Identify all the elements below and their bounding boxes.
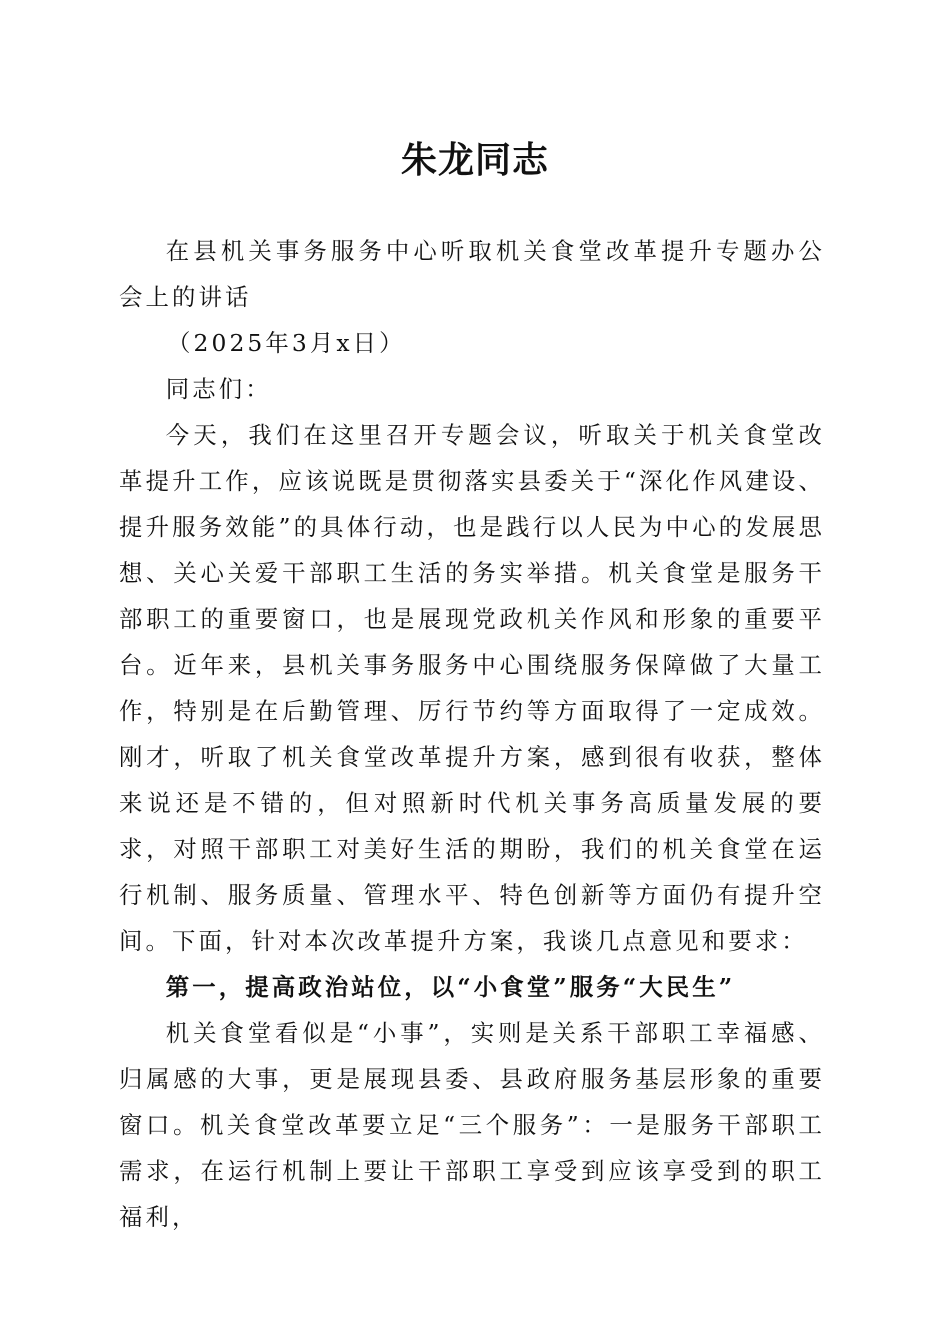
intro-paragraph: 今天，我们在这里召开专题会议，听取关于机关食堂改革提升工作，应该说既是贯彻落实县委关于“深化作风建设、提升服务效能”的具体行动，也是践行以人民为中心的发展思想、关心关爱干部职工生活的务实举措。机关食堂是服务干部职工的重要窗口，也是展现党政机关作风和形象的重要平台。近年来，县机关事务服务中心围绕服务保障做了大量工作，特别是在后勤管理、厉行节约等方面取得了一定成效。刚才，听取了机关食堂改革提升方案，感到很有收获，整体来说还是不错的，但对照新时代机关事务高质量发展的要求，对照干部职工对美好生活的期盼，我们的机关食堂在运行机制、服务质量、管理水平、特色创新等方面仍有提升空间。下面，针对本次改革提升方案，我谈几点意见和要求： — [119, 421, 825, 955]
section-paragraph: 机关食堂看似是“小事”，实则是关系干部职工幸福感、归属感的大事，更是展现县委、县政府服务基层形象的重要窗口。机关食堂改革要立足“三个服务”：一是服务干部职工需求，在运行机制上要让干部职工享受到应该享受到的职工福利， — [119, 1019, 825, 1231]
salutation: 同志们： — [165, 375, 272, 403]
document-title: 朱龙同志 — [400, 139, 549, 181]
speech-subtitle: 在县机关事务服务中心听取机关食堂改革提升专题办公会上的讲话 — [119, 237, 825, 311]
section-heading: 第一，提高政治站位，以“小食堂”服务“大民生” — [165, 973, 736, 1001]
speech-date: （2025年3月x日） — [167, 329, 406, 357]
document-body — [119, 228, 825, 1240]
